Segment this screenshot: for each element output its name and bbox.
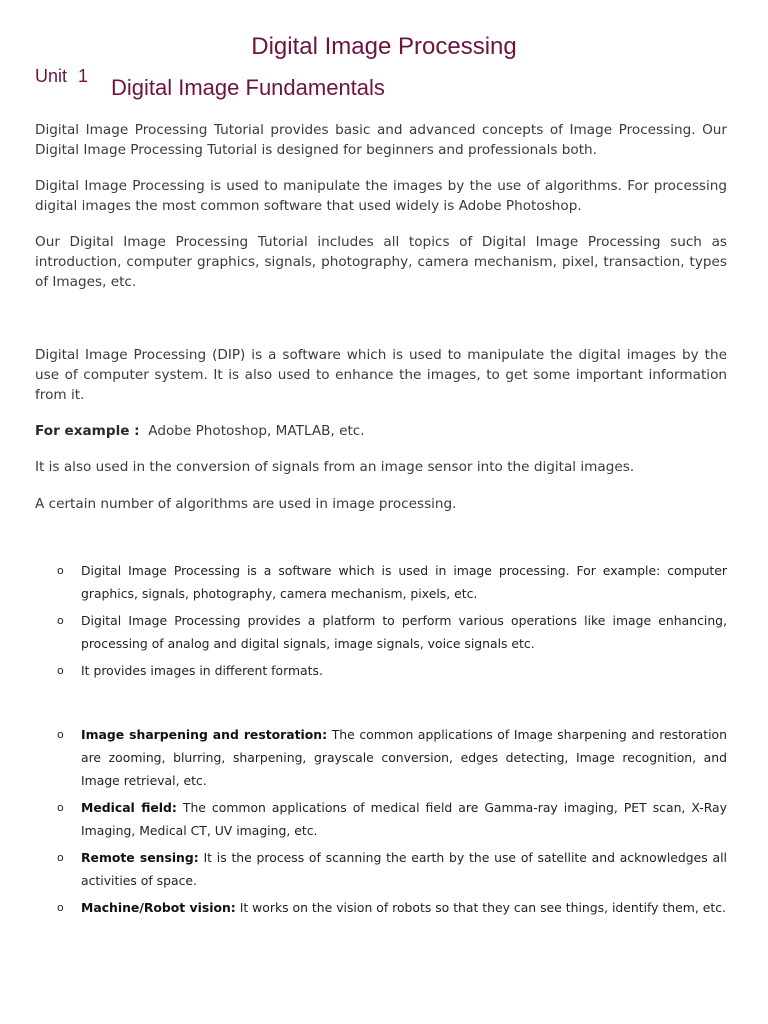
document-title: Digital Image Processing	[251, 33, 517, 60]
bullet-circle-icon: o	[57, 728, 64, 741]
conversion-paragraph: It is also used in the conversion of signals from an image sensor into the digital images.	[35, 459, 635, 475]
features-list	[57, 559, 727, 686]
list-item-text: It provides images in different formats.	[81, 663, 323, 678]
list-item	[57, 723, 727, 792]
list-item-text: It works on the vision of robots so that they can see things, identify them, etc.	[239, 900, 726, 915]
bullet-circle-icon: o	[57, 901, 64, 914]
list-item-text: Digital Image Processing is a software which is used in image processing. For example: computer graphics, signals, photography, camera mechanism, pixels, etc.	[81, 563, 727, 601]
bullet-circle-icon: o	[57, 614, 64, 627]
algorithms-paragraph: A certain number of algorithms are used in image processing.	[35, 496, 457, 512]
intro-paragraph-3: Our Digital Image Processing Tutorial includes all topics of Digital Image Processing such as introduction, computer graphics, signals, photography, camera mechanism, pixel, transaction, types of Images, etc.	[35, 234, 727, 290]
bullet-circle-icon: o	[57, 664, 64, 677]
list-item	[57, 846, 727, 892]
example-paragraph	[35, 422, 727, 442]
dip-definition-paragraph: Digital Image Processing (DIP) is a software which is used to manipulate the digital images by the use of computer system. It is also used to enhance the images, to get some important information from it.	[35, 347, 727, 403]
section-title: Digital Image Fundamentals	[111, 75, 385, 100]
list-item-text: The common applications of Image sharpening and restoration are zooming, blurring, sharpening, grayscale conversion, edges detecting, Image recognition, and Image retrieval, etc.	[81, 727, 727, 788]
unit-label: Unit 1	[35, 66, 89, 86]
list-item	[57, 896, 727, 919]
list-item	[57, 559, 727, 605]
list-item	[57, 609, 727, 655]
applications-list	[57, 723, 727, 923]
intro-paragraph-1: Digital Image Processing Tutorial provides basic and advanced concepts of Image Processing. Our Digital Image Processing Tutorial is designed for beginners and professionals both.	[35, 122, 727, 158]
list-item-label: Medical field:	[81, 800, 177, 815]
bullet-circle-icon: o	[57, 851, 64, 864]
list-item-text: The common applications of medical field are Gamma-ray imaging, PET scan, X-Ray Imaging, Medical CT, UV imaging, etc.	[81, 800, 727, 838]
list-item-text: Digital Image Processing provides a platform to perform various operations like image enhancing, processing of analog and digital signals, image signals, voice signals etc.	[81, 613, 727, 651]
list-item-label: Remote sensing:	[81, 850, 199, 865]
list-item	[57, 659, 727, 682]
list-item-label: Image sharpening and restoration:	[81, 727, 328, 742]
example-label: For example :	[35, 423, 140, 439]
list-item-text: It is the process of scanning the earth by the use of satellite and acknowledges all activities of space.	[81, 850, 727, 888]
list-item	[57, 796, 727, 842]
bullet-circle-icon: o	[57, 564, 64, 577]
bullet-circle-icon: o	[57, 801, 64, 814]
intro-paragraph-2: Digital Image Processing is used to manipulate the images by the use of algorithms. For processing digital images the most common software that used widely is Adobe Photoshop.	[35, 178, 727, 214]
example-text: Adobe Photoshop, MATLAB, etc.	[148, 423, 365, 439]
list-item-label: Machine/Robot vision:	[81, 900, 236, 915]
